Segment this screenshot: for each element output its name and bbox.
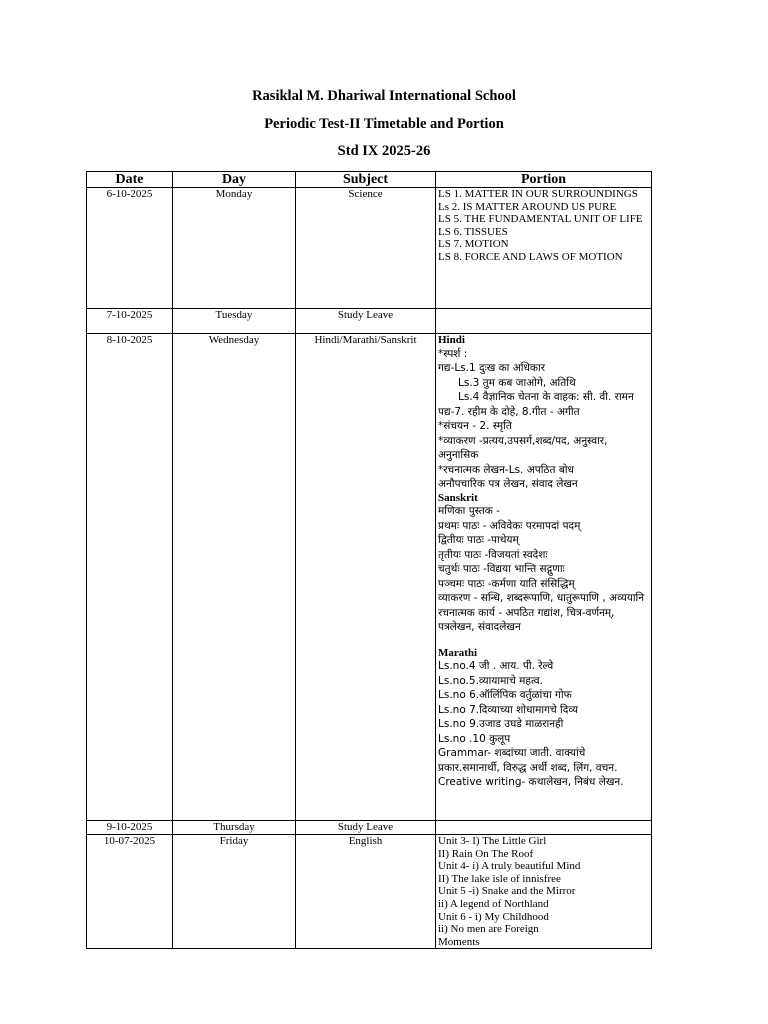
marathi-heading: Marathi <box>438 646 478 659</box>
hindi-line: *स्पर्श : <box>438 347 468 360</box>
cell-date: 7-10-2025 <box>87 309 173 334</box>
cell-subject: English <box>296 835 436 949</box>
portion-line: ii) A legend of Northland <box>438 897 549 910</box>
marathi-line: Ls.no.4 जी . आय. पी. रेल्वे <box>438 660 554 673</box>
sanskrit-line: तृतीयः पाठः -विजयतां स्वदेशः <box>438 548 548 561</box>
sanskrit-line: प्रथमः पाठः - अविवेकः परमापदां पदम् <box>438 519 581 532</box>
marathi-line: Ls.no .10 कुलूप <box>438 732 511 745</box>
hindi-line: Ls.4 वैज्ञानिक चेतना के वाहक: सी. वी. रामन <box>458 391 634 404</box>
header-subject: Subject <box>296 172 436 188</box>
table-row <box>87 835 652 949</box>
cell-portion <box>436 309 652 334</box>
table-row <box>87 309 652 334</box>
portion-line: LS 1. MATTER IN OUR SURROUNDINGS <box>438 188 638 200</box>
hindi-line: Ls.3 तुम कब जाओगे, अतिथि <box>458 376 576 389</box>
school-name: Rasiklal M. Dhariwal International School <box>252 88 516 104</box>
header-day: Day <box>173 172 296 188</box>
cell-subject: Hindi/Marathi/Sanskrit <box>296 334 436 821</box>
cell-date: 6-10-2025 <box>87 188 173 309</box>
cell-portion <box>436 821 652 835</box>
cell-date: 8-10-2025 <box>87 334 173 821</box>
sanskrit-line: मणिका पुस्तक - <box>438 505 500 518</box>
marathi-line: Ls.no 7.दिव्याच्या शोधामागचे दिव्य <box>438 703 579 716</box>
sanskrit-line: द्वितीयः पाठः -पाथेयम् <box>438 534 519 547</box>
cell-subject: Science <box>296 188 436 309</box>
portion-line: Unit 5 -i) Snake and the Mirror <box>438 885 576 898</box>
sanskrit-line: व्याकरण - सन्धि, शब्दरूपाणि, धातुरूपाणि , अव्ययानि <box>438 592 645 605</box>
portion-line: LS 8. FORCE AND LAWS OF MOTION <box>438 250 623 263</box>
portion-line: II) The lake isle of innisfree <box>438 872 561 885</box>
document-title: Periodic Test-II Timetable and Portion <box>264 116 504 132</box>
hindi-line: अनौपचारिक पत्र लेखन, संवाद लेखन <box>438 478 578 491</box>
sanskrit-line: चतुर्थः पाठः -विद्यया भान्ति सद्गुणाः <box>438 563 565 576</box>
marathi-line: Creative writing- कथालेखन, निबंध लेखन. <box>438 776 624 789</box>
portion-line: Unit 4- i) A truly beautiful Mind <box>438 860 581 873</box>
cell-portion <box>436 334 652 821</box>
marathi-line: Ls.no 9.उजाड उघडे माळरानही <box>438 718 564 731</box>
hindi-line: पद्य-7. रहीम के दोहे, 8.गीत - अगीत <box>438 405 580 418</box>
marathi-line: Ls.no 6.ऑलिंपिक वर्तुळांचा गोफ <box>438 689 572 702</box>
cell-date: 9-10-2025 <box>87 821 173 835</box>
table-header-row <box>87 172 652 188</box>
standard-year: Std IX 2025-26 <box>337 143 431 159</box>
portion-line: LS 7. MOTION <box>438 238 509 251</box>
header-portion: Portion <box>436 172 652 188</box>
portion-line: ii) No men are Foreign <box>438 923 539 936</box>
cell-portion <box>436 835 652 949</box>
portion-line: LS 5. THE FUNDAMENTAL UNIT OF LIFE <box>438 213 643 226</box>
table-row <box>87 821 652 835</box>
marathi-line: Grammar- शब्दांच्या जाती. वाक्यांचे प्रकार.समानार्थी, विरुद्ध अर्थी शब्द, लिंग, वचन. <box>438 747 618 774</box>
hindi-line: *संचयन - 2. स्मृति <box>438 420 512 433</box>
cell-subject: Study Leave <box>296 821 436 835</box>
hindi-line: *व्याकरण -प्रत्यय,उपसर्ग,शब्द/पद, अनुस्वार, अनुनासिक <box>438 434 608 462</box>
sanskrit-heading: Sanskrit <box>438 491 478 504</box>
portion-line: II) Rain On The Roof <box>438 847 534 860</box>
portion-line: Unit 3- I) The Little Girl <box>438 835 547 847</box>
hindi-line: गद्य-Ls.1 दुःख का अधिकार <box>438 362 546 375</box>
portion-line: Moments <box>438 935 480 948</box>
portion-line: LS 6. TISSUES <box>438 225 508 238</box>
portion-line: Unit 6 - i) My Childhood <box>438 910 549 923</box>
cell-portion <box>436 188 652 309</box>
header-date: Date <box>87 172 173 188</box>
timetable <box>86 171 652 949</box>
cell-day: Tuesday <box>173 309 296 334</box>
table-row <box>87 188 652 309</box>
cell-day: Friday <box>173 835 296 949</box>
portion-line: Ls 2. IS MATTER AROUND US PURE <box>438 200 617 213</box>
hindi-line: *रचनात्मक लेखन-Ls. अपठित बोध <box>438 463 575 476</box>
table-row <box>87 334 652 821</box>
sanskrit-line: पञ्चमः पाठः -कर्मणा याति संसिद्धिम् <box>438 577 575 590</box>
cell-day: Thursday <box>173 821 296 835</box>
marathi-line: Ls.no.5.व्यायामाचे महत्व. <box>438 674 543 687</box>
section-spacer <box>438 635 649 647</box>
cell-day: Wednesday <box>173 334 296 821</box>
cell-subject: Study Leave <box>296 309 436 334</box>
cell-date: 10-07-2025 <box>87 835 173 949</box>
sanskrit-line: रचनात्मक कार्य - अपठित गद्यांश, चित्र-वर्णनम्, पत्रलेखन, संवादलेखन <box>438 606 615 634</box>
hindi-heading: Hindi <box>438 334 465 346</box>
cell-day: Monday <box>173 188 296 309</box>
